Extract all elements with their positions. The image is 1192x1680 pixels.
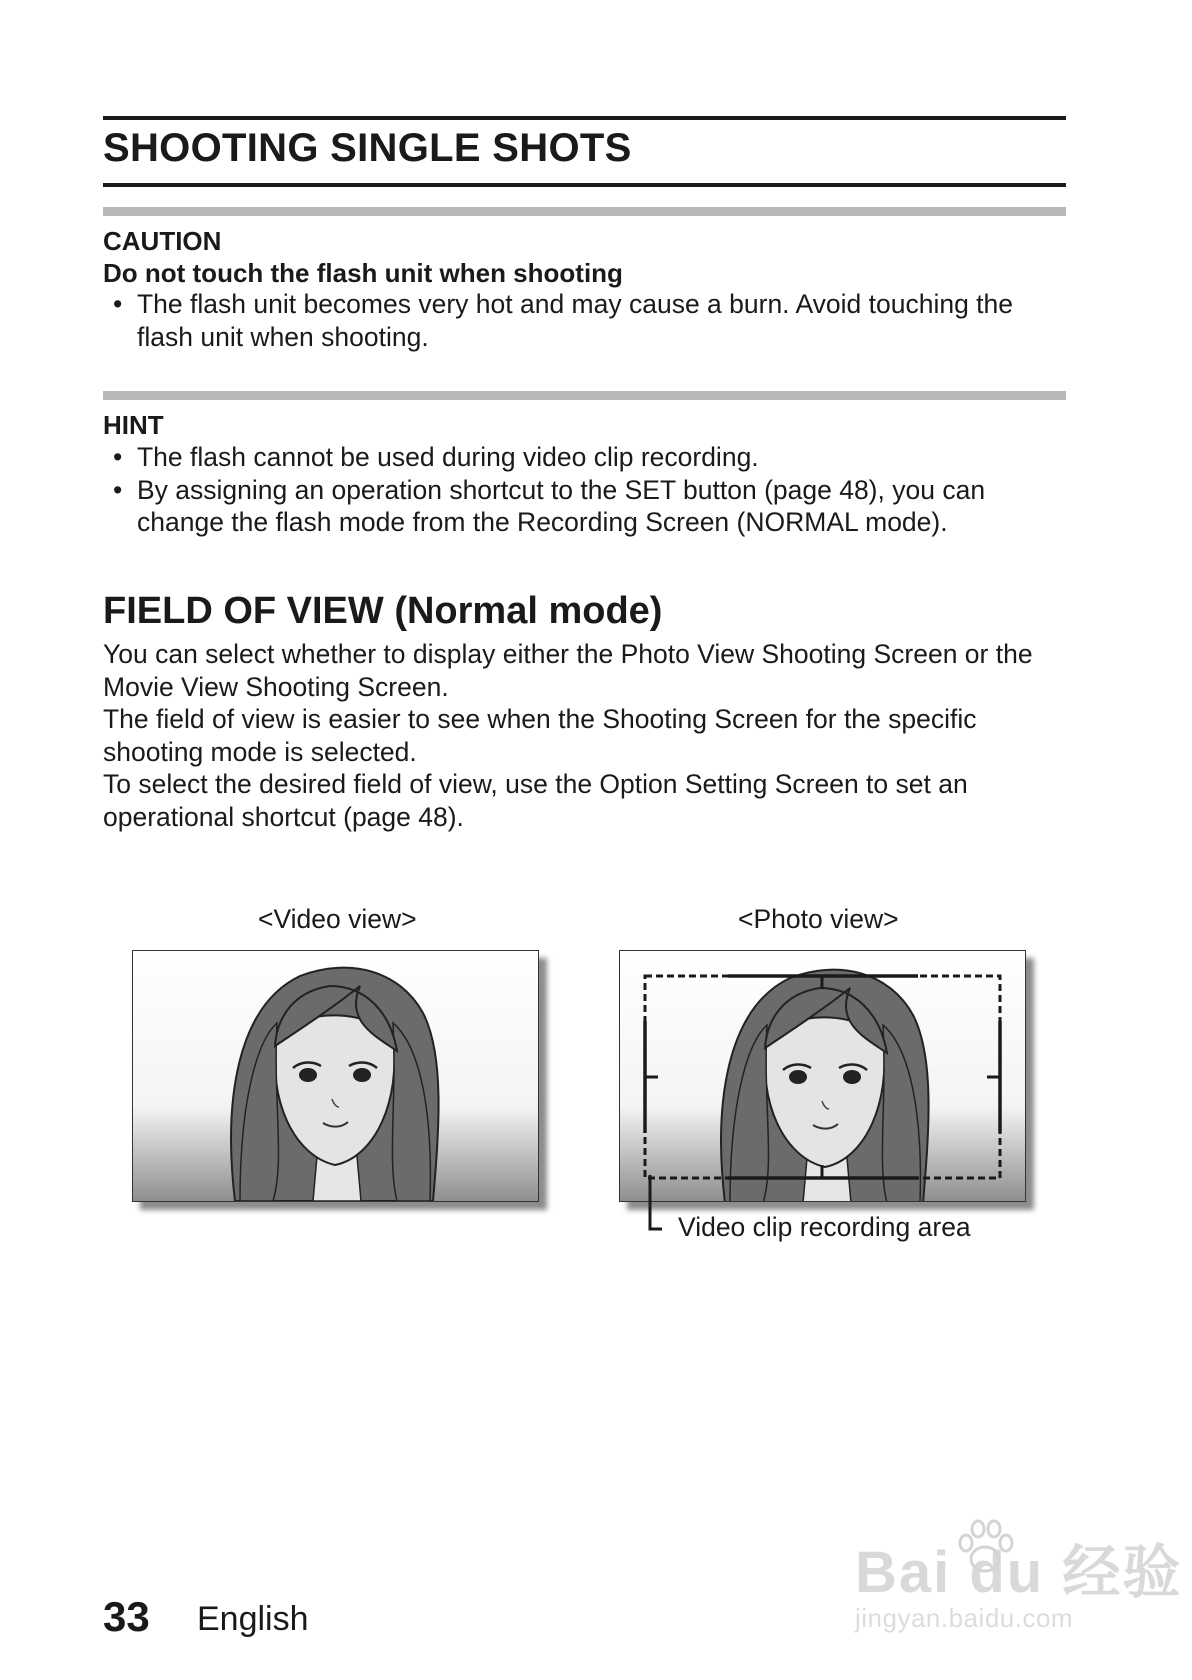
baidu-url: jingyan.baidu.com xyxy=(855,1603,1074,1633)
field-of-view-heading: FIELD OF VIEW (Normal mode) xyxy=(103,590,663,632)
recording-area-label: Video clip recording area xyxy=(678,1212,971,1242)
page-number: 33 xyxy=(103,1593,150,1640)
paw-icon xyxy=(950,1517,1020,1577)
caution-divider xyxy=(103,207,1066,216)
hint-bullet: • By assigning an operation shortcut to the SET button (page 48), you can change the flash mode from the Recording Screen (NORMAL mode). xyxy=(103,474,1068,539)
photo-view-illustration xyxy=(619,950,1026,1202)
photo-view-caption: <Photo view> xyxy=(738,904,899,934)
caution-label: CAUTION xyxy=(103,226,222,256)
hint-list xyxy=(103,441,1068,539)
field-of-view-paragraph: The field of view is easier to see when the Shooting Screen for the specific shooting mode is selected. xyxy=(103,704,977,767)
caution-list xyxy=(103,288,1068,353)
caution-subheading: Do not touch the flash unit when shooting xyxy=(103,258,623,288)
recording-area-leader-line xyxy=(640,1175,670,1237)
caution-bullet: • The flash unit becomes very hot and may cause a burn. Avoid touching the flash unit when shooting. xyxy=(103,288,1068,353)
baidu-logo-text: Bai du 经验 xyxy=(855,1540,1183,1605)
field-of-view-paragraph: You can select whether to display either the Photo View Shooting Screen or the Movie View Shooting Screen. xyxy=(103,639,1033,702)
hint-divider xyxy=(103,391,1066,400)
title-bottom-rule xyxy=(103,183,1066,187)
field-of-view-body xyxy=(103,638,1068,833)
title-top-rule xyxy=(103,116,1066,120)
hint-bullet: • The flash cannot be used during video clip recording. xyxy=(103,441,1068,474)
page-title: SHOOTING SINGLE SHOTS xyxy=(103,126,632,170)
video-view-caption: <Video view> xyxy=(258,904,417,934)
baidu-watermark xyxy=(855,1525,1182,1634)
video-view-illustration xyxy=(132,950,539,1202)
field-of-view-paragraph: To select the desired field of view, use the Option Setting Screen to set an operational shortcut (page 48). xyxy=(103,769,968,832)
hint-label: HINT xyxy=(103,410,164,440)
page-language: English xyxy=(197,1600,309,1638)
